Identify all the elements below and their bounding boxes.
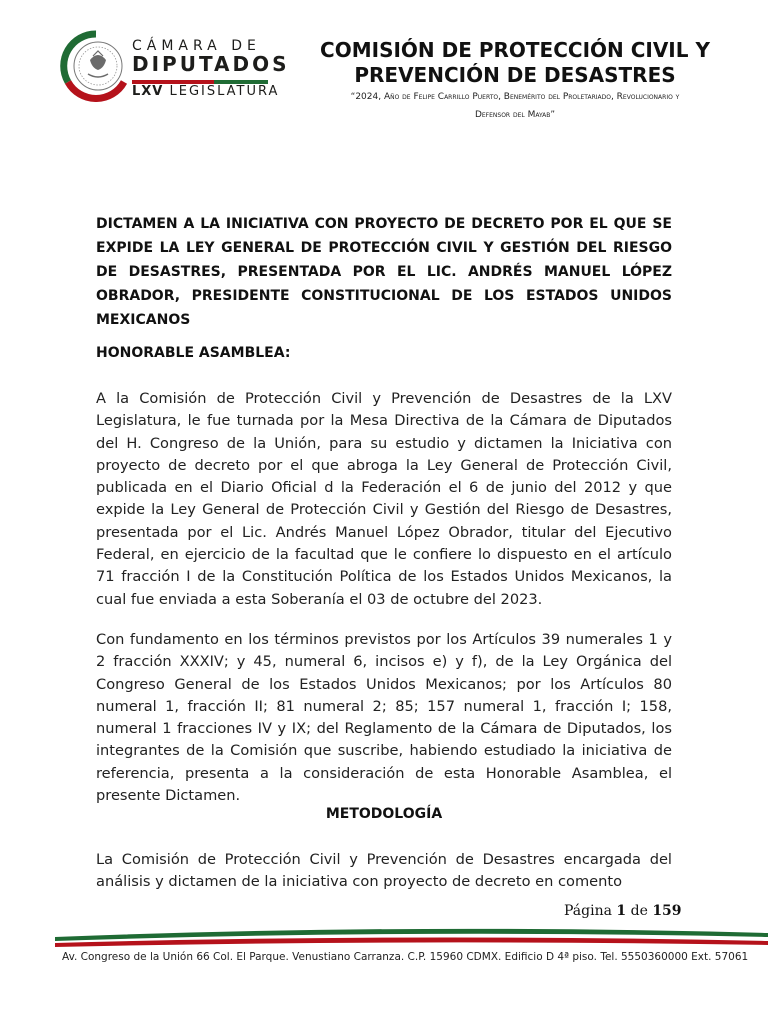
camara-diputados-logo <box>60 30 290 110</box>
document-title: DICTAMEN A LA INICIATIVA CON PROYECTO DE DECRETO POR EL QUE SE EXPIDE LA LEY GENERAL DE PROTECCIÓN CIVIL Y GESTIÓN DEL RIESGO DE DESASTRES, PRESENTADA POR EL LIC. ANDRÉS MANUEL LÓPEZ OBRADOR, PRESIDENTE CONSTITUCIONAL DE LOS ESTADOS UNIDOS MEXICANOS <box>96 216 672 328</box>
logo-legislature <box>132 84 279 99</box>
swoosh-red <box>55 937 768 947</box>
legislature-number: LXV <box>132 84 164 99</box>
footer-address: Av. Congreso de la Unión 66 Col. El Parque. Venustiano Carranza. C.P. 15960 CDMX. Edificio D 4ª piso. Tel. 5550360000 Ext. 57061 <box>62 951 749 963</box>
footer-swoosh-decoration <box>55 925 768 950</box>
page-total: 159 <box>652 903 682 919</box>
greeting: HONORABLE ASAMBLEA: <box>96 345 291 361</box>
logo-line2: DIPUTADOS <box>132 52 290 76</box>
paragraph-2: Con fundamento en los términos previstos por los Artículos 39 numerales 1 y 2 fracción XXXIV; y 45, numeral 6, incisos e) y f), de la Ley Orgánica del Congreso General de los Estados Unidos Mexicanos; por los Artículos 80 numeral 1, fracción II; 81 numeral 2; 85; 157 numeral 1, fracción I; 158, numeral 1 fracciones IV y IX; del Reglamento de la Cámara de Diputados, los integrantes de la Comisión que suscribe, habiendo estudiado la iniciativa de referencia, presenta a la consideración de esta Honorable Asamblea, el presente Dictamen. <box>96 631 672 805</box>
commission-title-line1: COMISIÓN DE PROTECCIÓN CIVIL Y <box>320 38 710 62</box>
page-label: Página <box>564 903 612 919</box>
page-number <box>564 903 682 919</box>
year-motto-line2: Defensor del Mayab” <box>474 110 556 120</box>
paragraph-1: A la Comisión de Protección Civil y Prevención de Desastres de la LXV Legislatura, le fue turnada por la Mesa Directiva de la Cámara de Diputados del H. Congreso de la Unión, para su estudio y dictamen la Iniciativa con proyecto de decreto por el que abroga la Ley General de Protección Civil, publicada en el Diario Oficial d la Federación el 6 de junio del 2012 y que expide la Ley General de Protección Civil y Gestión del Riesgo de Desastres, presentada por el Lic. Andrés Manuel López Obrador, titular del Ejecutivo Federal, en ejercicio de la facultad que le confiere lo dispuesto en el artículo 71 fracción I de la Constitución Política de los Estados Unidos Mexicanos, la cual fue enviada a esta Soberanía el 03 de octubre del 2023. <box>96 390 672 608</box>
logo-line1: CÁMARA DE <box>132 38 261 54</box>
commission-title <box>300 38 730 88</box>
section-heading: METODOLOGÍA <box>325 806 443 822</box>
page-of: de <box>630 903 648 919</box>
legislature-word: LEGISLATURA <box>169 84 280 99</box>
paragraph-3: La Comisión de Protección Civil y Prevención de Desastres encargada del análisis y dictamen de la iniciativa con proyecto de decreto en comento <box>96 851 672 891</box>
page-current: 1 <box>616 903 627 919</box>
year-motto <box>305 88 725 124</box>
year-motto-line1: “2024, Año de Felipe Carrillo Puerto, Benemérito del Proletariado, Revolucionario y <box>350 92 680 102</box>
national-seal-icon <box>60 30 132 102</box>
commission-title-line2: PREVENCIÓN DE DESASTRES <box>354 63 676 87</box>
